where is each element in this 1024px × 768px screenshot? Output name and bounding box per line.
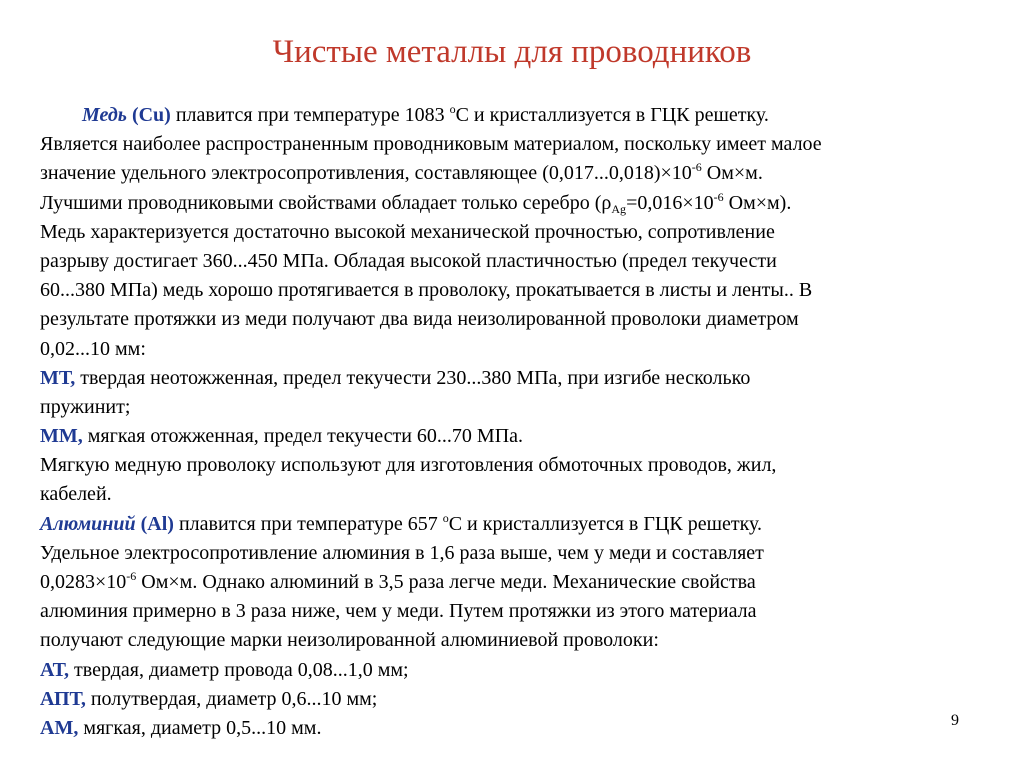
wire-am-line — [40, 714, 1000, 743]
copper-term: Медь — [82, 104, 127, 126]
aluminum-symbol: (Al) — [140, 512, 174, 535]
text-line: Является наиболее распространенным проводниковым материалом, поскольку имеет малое — [40, 133, 822, 156]
text-line: результате протяжки из меди получают два вида неизолированной проволоки диаметром — [40, 308, 799, 331]
text-line — [40, 568, 1000, 597]
wire-apt-code: АПТ, — [40, 687, 86, 710]
aluminum-melting-text: плавится при температуре 657 — [173, 512, 443, 535]
page-number: 9 — [951, 712, 959, 729]
wire-at-line — [40, 656, 1000, 685]
aluminum-degree-sup: о — [442, 510, 449, 525]
wire-mt-text: твердая неотожженная, предел текучести 230...380 МПа, при изгибе несколько — [75, 366, 751, 389]
text-line: Медь характеризуется достаточно высокой механической прочностью, сопротивление — [40, 220, 775, 243]
wire-mm-line — [40, 422, 1000, 451]
copper-melting-text: плавится при температуре 1083 — [170, 104, 450, 126]
copper-crystal-text: С и кристаллизуется в ГЦК решетку. — [455, 104, 769, 126]
aluminum-intro-line — [40, 510, 1000, 539]
wire-mm-text: мягкая отожженная, предел текучести 60...70 МПа. — [82, 425, 524, 448]
slide-title: Чистые металлы для проводников — [272, 34, 752, 70]
wire-am-text: мягкая, диаметр 0,5...10 мм. — [78, 716, 322, 739]
wire-mt-line — [40, 364, 1000, 393]
wire-apt-text: полутвердая, диаметр 0,6...10 мм; — [85, 687, 378, 710]
copper-degree-sup: о — [449, 102, 456, 116]
text-line — [40, 189, 1000, 218]
text-line: 0,02...10 мм: — [40, 337, 146, 360]
exponent-sup: -6 — [713, 189, 724, 204]
wire-apt-line — [40, 685, 1000, 714]
text-line: Мягкую медную проволоку используют для изготовления обмоточных проводов, жил, — [40, 454, 777, 477]
aluminum-resistivity-text: 0,0283×10 — [40, 571, 127, 593]
wire-at-text: твердая, диаметр провода 0,08...1,0 мм; — [69, 658, 409, 681]
text-line: получают следующие марки неизолированной алюминиевой проволоки: — [40, 629, 659, 652]
aluminum-term: Алюминий — [40, 512, 136, 535]
wire-mm-code: ММ, — [40, 425, 83, 448]
text-line: 60...380 МПа) медь хорошо протягивается в проволоку, прокатывается в листы и ленты.. В — [40, 279, 813, 302]
wire-am-code: АМ, — [40, 716, 79, 739]
wire-mt-code: МТ, — [40, 366, 76, 389]
text-line: пружинит; — [40, 395, 131, 418]
unit-text: Ом×м. Однако алюминий в 3,5 раза легче меди. Механические свойства — [136, 571, 756, 593]
text-line: алюминия примерно в 3 раза ниже, чем у меди. Путем протяжки из этого материала — [40, 600, 757, 623]
copper-resistivity-text: значение удельного электросопротивления, составляющее (0,017...0,018)×10 — [40, 162, 692, 185]
ag-subscript: Ag — [611, 201, 627, 216]
text-line: разрыву достигает 360...450 МПа. Обладая высокой пластичностью (предел текучести — [40, 249, 777, 272]
slide-body — [40, 101, 1000, 743]
rho-symbol: ρ — [601, 191, 612, 214]
copper-intro-line — [40, 101, 1000, 130]
text-line: Удельное электросопротивление алюминия в 1,6 раза выше, чем у меди и составляет — [40, 541, 764, 564]
wire-at-code: АТ, — [40, 658, 70, 681]
unit-text: Ом×м. — [701, 162, 763, 185]
copper-symbol: (Cu) — [131, 104, 171, 126]
text-line: кабелей. — [40, 483, 112, 506]
text-line — [40, 159, 1000, 188]
exponent-sup: -6 — [691, 160, 702, 175]
aluminum-crystal-text: С и кристаллизуется в ГЦК решетку. — [448, 512, 763, 535]
silver-value: =0,016×10 — [626, 191, 714, 214]
exponent-sup: -6 — [126, 569, 137, 583]
silver-text: Лучшими проводниковыми свойствами обладает только серебро ( — [40, 191, 602, 214]
unit-text: Ом×м). — [723, 191, 792, 214]
